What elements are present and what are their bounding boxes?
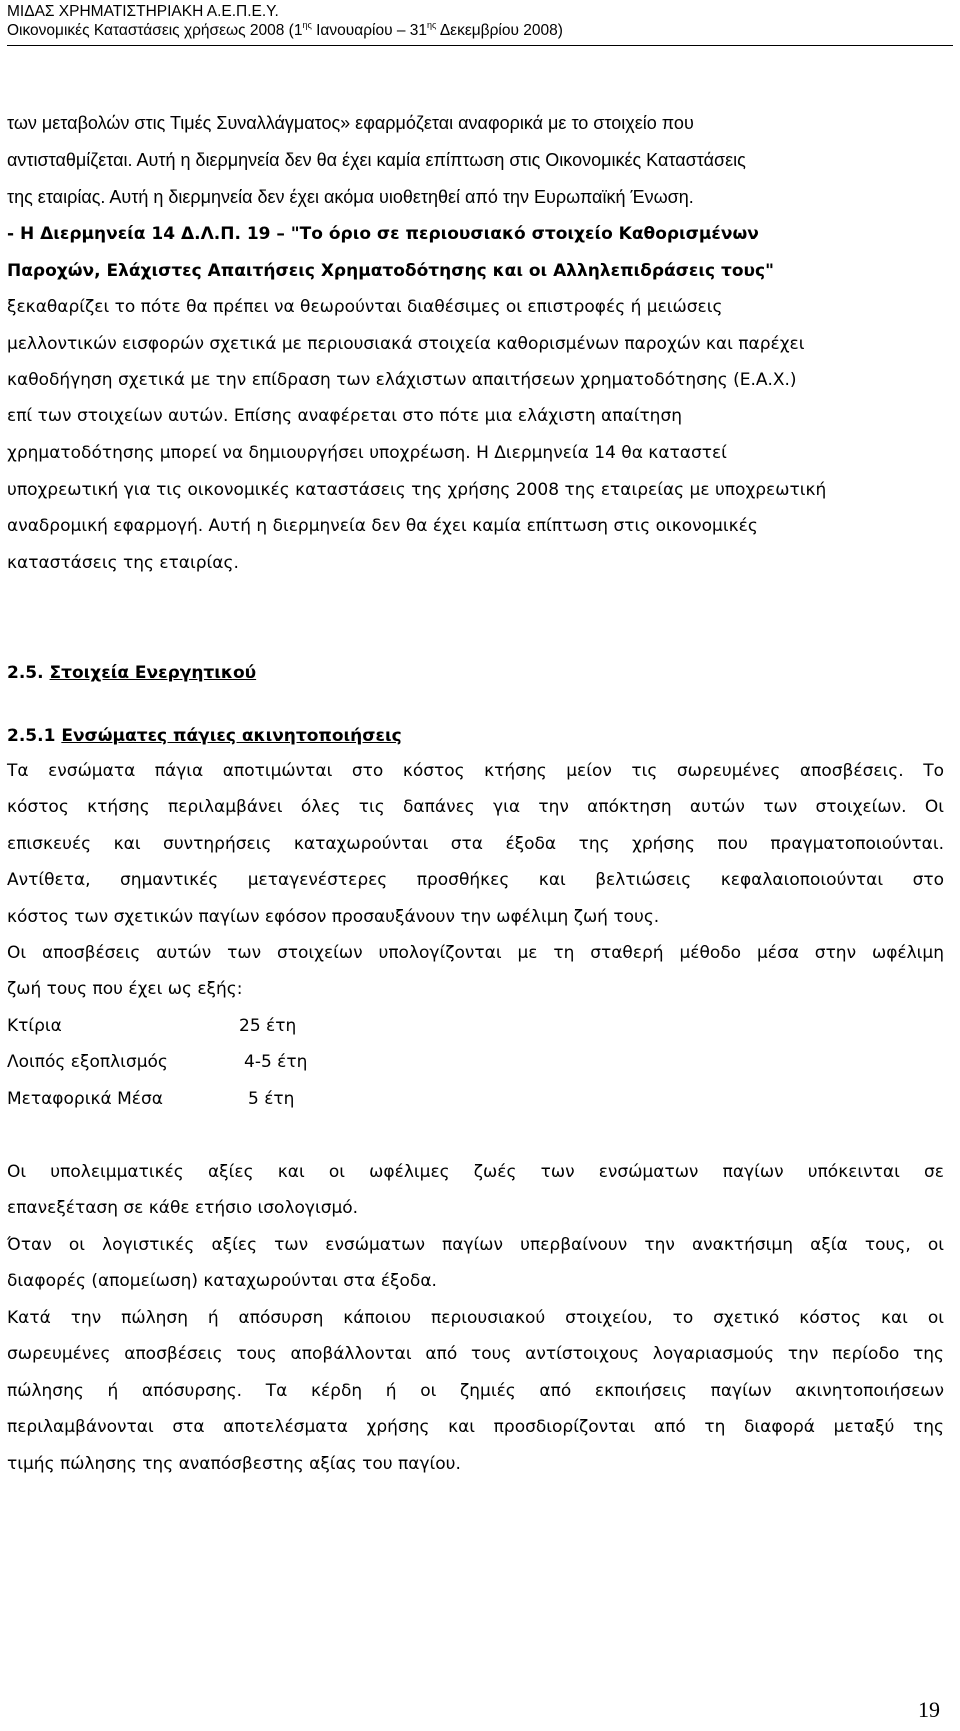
intro-line-3: της εταιρίας. Αυτή η διερμηνεία δεν έχει ακόμα υιοθετηθεί από την Ευρωπαϊκή Ένωση.	[7, 187, 694, 207]
p2-line-2: ζωή τους που έχει ως εξής:	[7, 979, 243, 999]
ifric14-line-6: επί των στοιχείων αυτών. Επίσης αναφέρεται στο πότε μια ελάχιστη απαίτηση	[7, 406, 683, 426]
ifric14-line-10: καταστάσεις της εταιρίας.	[7, 553, 239, 573]
p1-line-2: κόστος κτήσης περιλαμβάνει όλες τις δαπάνες για την απόκτηση αυτών των στοιχείων. Οι	[7, 797, 944, 817]
p4-line-1: Όταν οι λογιστικές αξίες των ενσώματων παγίων υπερβαίνουν την ανακτήσιμη αξία τους, οι	[7, 1235, 944, 1255]
useful-life-asset: Μεταφορικά Μέσα	[7, 1089, 163, 1109]
header-period-sup-1: ης	[302, 19, 312, 30]
p5-line-2: σωρευμένες αποσβέσεις τους αποβάλλονται από τους αντίστοιχους λογαριασμούς την περίοδο της	[7, 1344, 944, 1364]
p3-line-1: Οι υπολειμματικές αξίες και οι ωφέλιμες ζωές των ενσώματων παγίων υπόκεινται σε	[7, 1162, 944, 1182]
section-2-5-title: Στοιχεία Ενεργητικού	[49, 663, 257, 683]
ifric14-line-4: μελλοντικών εισφορών σχετικά με περιουσιακά στοιχεία καθορισμένων παροχών και παρέχει	[7, 334, 805, 354]
p3-line-2: επανεξέταση σε κάθε ετήσιο ισολογισμό.	[7, 1198, 359, 1218]
header-period-part-2: Ιανουαρίου – 31	[311, 22, 428, 39]
ifric14-line-5: καθοδήγηση σχετικά με την επίδραση των ελάχιστων απαιτήσεων χρηματοδότησης (Ε.Α.Χ.)	[7, 370, 797, 390]
p2-line-1: Οι αποσβέσεις αυτών των στοιχείων υπολογίζονται με τη σταθερή μέθοδο μέσα στην ωφέλιμη	[7, 943, 944, 963]
header-period-sup-2: ης	[427, 19, 437, 30]
ifric14-line-9: αναδρομική εφαρμογή. Αυτή η διερμηνεία δεν θα έχει καμία επίπτωση στις οικονομικές	[7, 516, 758, 536]
section-2-5-1-number: 2.5.1	[7, 726, 56, 746]
p5-line-3: πώλησης ή απόσυρσης. Τα κέρδη ή οι ζημιές από εκποιήσεις παγίων ακινητοποιήσεων	[7, 1381, 944, 1401]
ifric14-line-8: υποχρεωτική για τις οικονομικές καταστάσεις της χρήσης 2008 της εταιρείας με υποχρεωτική	[7, 480, 827, 500]
header-period-part-3: Δεκεμβρίου 2008)	[436, 22, 563, 39]
useful-life-years: 5 έτη	[248, 1089, 295, 1109]
header-divider	[7, 45, 953, 46]
useful-life-row	[7, 1050, 407, 1074]
ifric14-heading-line-2: Παροχών, Ελάχιστες Απαιτήσεις Χρηματοδότησης και οι Αλληλεπιδράσεις τους"	[7, 261, 774, 281]
ifric14-heading-line-1: - Η Διερμηνεία 14 Δ.Λ.Π. 19 – "Το όριο σε περιουσιακό στοιχείο Καθορισμένων	[7, 224, 759, 244]
header-company-name: ΜΙΔΑΣ ΧΡΗΜΑΤΙΣΤΗΡΙΑΚΗ Α.Ε.Π.Ε.Υ.	[7, 3, 279, 20]
p5-line-1: Κατά την πώληση ή απόσυρση κάποιου περιουσιακού στοιχείου, το σχετικό κόστος και οι	[7, 1308, 944, 1328]
useful-life-row	[7, 1087, 407, 1111]
p5-line-4: περιλαμβάνονται στα αποτελέσματα χρήσης και προσδιορίζονται από τη διαφορά μεταξύ της	[7, 1417, 944, 1437]
section-2-5-number: 2.5.	[7, 663, 44, 683]
useful-life-years: 4-5 έτη	[244, 1052, 308, 1072]
header-statement-period	[7, 21, 953, 40]
p5-line-5: τιμής πώλησης της αναπόσβεστης αξίας του παγίου.	[7, 1454, 461, 1474]
ifric14-line-3: ξεκαθαρίζει το πότε θα πρέπει να θεωρούνται διαθέσιμες οι επιστροφές ή μειώσεις	[7, 297, 723, 317]
header-period-part-1: Οικονομικές Καταστάσεις χρήσεως 2008 (1	[7, 22, 303, 39]
p1-line-1: Τα ενσώματα πάγια αποτιμώνται στο κόστος κτήσης μείον τις σωρευμένες αποσβέσεις. Το	[7, 761, 944, 781]
useful-life-asset: Κτίρια	[7, 1016, 62, 1036]
intro-line-2: αντισταθμίζεται. Αυτή η διερμηνεία δεν θα έχει καμία επίπτωση στις Οικονομικές Καταστάσεις	[7, 150, 746, 170]
useful-life-asset: Λοιπός εξοπλισμός	[7, 1052, 168, 1072]
useful-life-row	[7, 1014, 407, 1038]
section-2-5-heading	[7, 661, 256, 685]
p4-line-2: διαφορές (απομείωση) καταχωρούνται στα έξοδα.	[7, 1271, 437, 1291]
page-header	[7, 2, 953, 40]
page-number: 19	[918, 1697, 940, 1722]
p1-line-4: Αντίθετα, σημαντικές μεταγενέστερες προσθήκες και βελτιώσεις κεφαλαιοποιούνται στο	[7, 870, 944, 890]
intro-line-1: των μεταβολών στις Τιμές Συναλλάγματος» εφαρμόζεται αναφορικά με το στοιχείο που	[7, 113, 694, 133]
useful-life-years: 25 έτη	[239, 1016, 297, 1036]
section-2-5-1-title: Ενσώματες πάγιες ακινητοποιήσεις	[61, 726, 402, 746]
section-2-5-1-heading	[7, 724, 402, 748]
p1-line-5: κόστος των σχετικών παγίων εφόσον προσαυξάνουν την ωφέλιμη ζωή τους.	[7, 907, 660, 927]
p1-line-3: επισκευές και συντηρήσεις καταχωρούνται στα έξοδα της χρήσης που πραγματοποιούνται.	[7, 834, 944, 854]
ifric14-line-7: χρηματοδότησης μπορεί να δημιουργήσει υποχρέωση. Η Διερμηνεία 14 θα καταστεί	[7, 443, 727, 463]
